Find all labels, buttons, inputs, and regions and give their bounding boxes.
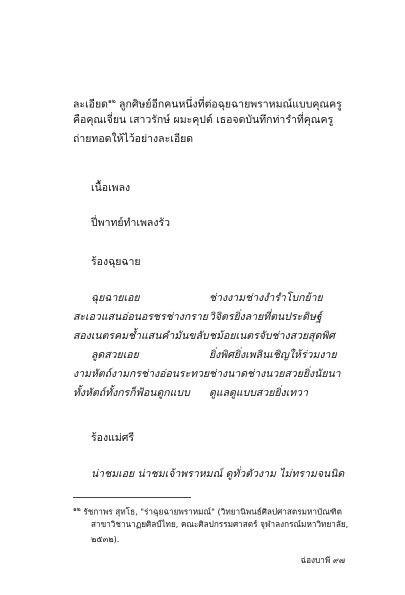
footnote-ref: ๑๒ (107, 98, 116, 105)
footnote-line-3: ๒๕๓๒). (91, 534, 120, 544)
verse-left-6: ทั้งหัตถ์ทั้งกรก็ฟ้อนดูกแบบ (73, 387, 190, 399)
verse-right-2: วิจิตรยิ่งลายที่ตนประดิษฐ์ (209, 311, 322, 323)
intro-line-2: คือคุณเจี่ยน เสาวรักษ์ ผมะคุปต์ เธอจดบันทึกท่ารำที่คุณครู (73, 114, 334, 126)
verse-left-5: งามหัตถ์งามกรช่างอ่อนระทวย (73, 368, 210, 380)
verse-left-2: สะเอวแสนอ่อนอรชรช่างกราย (73, 311, 208, 323)
verse-right-1: ช่างงามช่างงำรำโบกย้าย (209, 292, 323, 304)
footnote-rule (73, 497, 191, 498)
maesri-line: น่าชมเอย น่าชมเจ้าพราหมณ์ ดูทั่วตัวงาม ไม่ทรามจนนิด (91, 468, 345, 480)
verse-right-6: ดูแลดูแบบสวยยิ่งเทวา (209, 387, 308, 399)
heading-chuichai: ร้องฉุยฉาย (91, 256, 141, 268)
intro-text-start: ละเอียด (73, 98, 108, 111)
footnote-text-1: รัชกาพร สุทโธ, "ร่าฉุยฉายพราหมณ์" (วิทยานิพนธ์ศิลปศาสตรมหาบัณฑิต (80, 506, 342, 517)
intro-line-3: ถ่ายทอดให้ไว้อย่างละเอียด (73, 133, 194, 145)
verse-left-1: ฉุยฉายเอย (91, 292, 140, 304)
pipat-line: ปี่พาทย์ทำเพลงรัว (91, 217, 170, 229)
heading-maesri: ร้องแม่ศรี (91, 432, 135, 444)
page-footer: ฉ่องบาพี ๙๗ (300, 555, 345, 565)
intro-line-1 (73, 95, 342, 112)
verse-right-5: ช่างนาดช่างนวยสวยยิ่งนัยนา (209, 368, 341, 380)
heading-lyrics: เนื้อเพลง (91, 182, 131, 194)
footnote-line-2: สาขาวิชานาฏยศิลป์ไทย, คณะศิลปกรรมศาสตร์ จุฬาลงกรณ์มหาวิทยาลัย, (91, 519, 349, 529)
footnote-line-1 (73, 504, 342, 518)
intro-text-rest: ลูกศิษย์อีกคนหนึ่งที่ต่อฉุยฉายพราหมณ์แบบคุณครู (115, 98, 342, 111)
verse-left-4: ลูดสวยเอย (91, 349, 139, 361)
verse-right-3: ชม้อยเนตรจับช่างสวยสุดพิศ (209, 330, 335, 342)
verse-right-4: ยิ่งพิศยิ่งเพลินเชิญให้ร่วมงาย (209, 349, 337, 361)
verse-left-3: สองเนตรคมช้ำแสนคำมันขลับ (73, 330, 209, 342)
footnote-number: ๑๒ (73, 506, 81, 513)
